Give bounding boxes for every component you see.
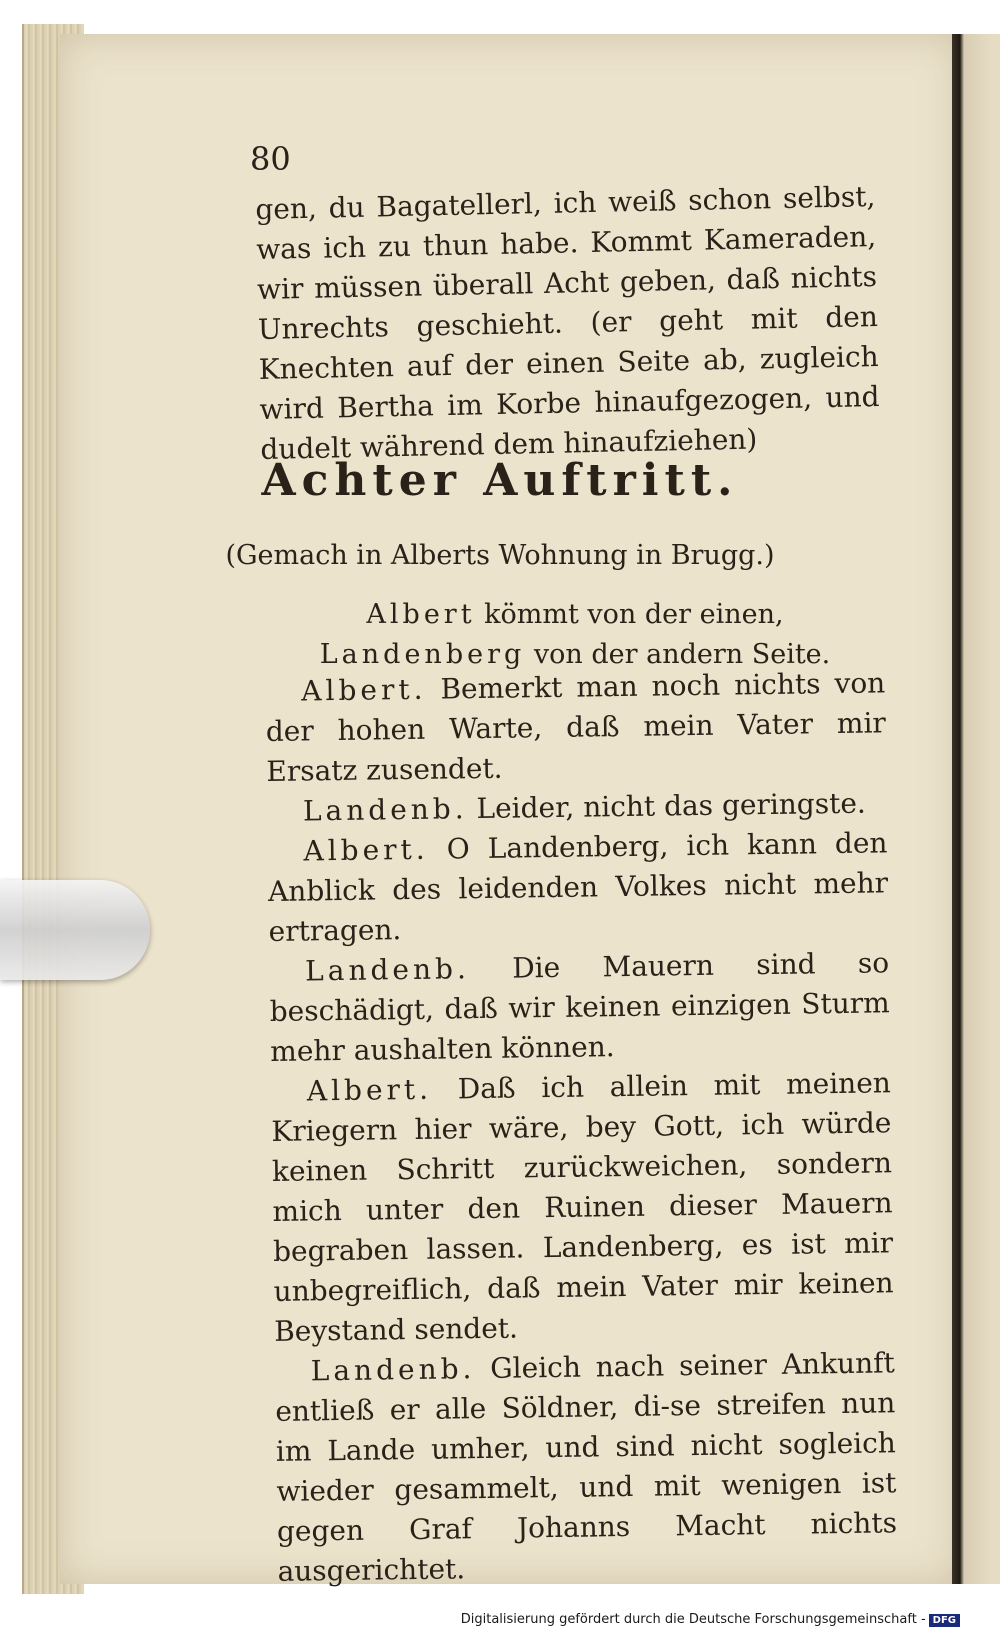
dialogue-speaker: Albert. xyxy=(303,832,429,868)
scene-location: (Gemach in Alberts Wohnung in Brugg.) xyxy=(225,540,775,571)
cast-end: von der andern Seite. xyxy=(525,639,831,670)
dialogue-block xyxy=(265,663,898,1592)
scene-heading: Achter Auftritt. xyxy=(261,455,739,506)
dialogue-line xyxy=(274,1343,897,1592)
cast-speaker-landenberg: Landenberg xyxy=(319,639,526,670)
dialogue-text: Daß ich allein mit meinen Kriegern hier wäre, bey Gott, ich würde keinen Schritt zurückweichen, sondern mich unter den Ruinen dieser Mauern begraben lassen. Landenberg, es ist mir unbegreiflich, daß mein Vater mir keinen Beystand sendet. xyxy=(271,1066,894,1348)
dialogue-text: Bemerkt man noch nichts von der hohen Warte, daß mein Vater mir Ersatz zusendet. xyxy=(265,666,887,788)
dialogue-text: Leider, nicht das geringste. xyxy=(467,786,867,826)
continuation-paragraph xyxy=(255,177,881,470)
page-gutter xyxy=(952,34,1000,1584)
dialogue-line xyxy=(271,1063,895,1352)
cast-middle: kömmt von der einen, xyxy=(475,599,784,630)
dialogue-text: O Landenberg, ich kann den Anblick des leidenden Volkes nicht mehr ertragen. xyxy=(267,826,889,948)
dialogue-speaker: Albert. xyxy=(306,1072,433,1108)
dialogue-text: Gleich nach seiner Ankunft entließ er alle Söldner, di-se streifen nun im Lande umher, und sind nicht sogleich wieder gesammelt, und mit wenigen ist gegen Graf Johanns Macht nichts ausgerichtet. xyxy=(275,1346,898,1588)
dialogue-text: Die Mauern sind so beschädigt, daß wir keinen einzigen Sturm mehr aushalten können. xyxy=(269,946,890,1068)
digitization-footer xyxy=(461,1612,960,1627)
dialogue-line xyxy=(265,663,887,792)
dfg-logo: DFG xyxy=(929,1614,960,1627)
dialogue-line xyxy=(267,823,889,952)
footer-text: Digitalisierung gefördert durch die Deutsche Forschungsgemeinschaft - xyxy=(460,1612,926,1627)
cast-speaker-albert: Albert xyxy=(366,599,476,630)
dialogue-speaker: Landenb. xyxy=(302,792,468,828)
dialogue-speaker: Albert. xyxy=(301,672,427,708)
dialogue-line xyxy=(269,943,891,1072)
dialogue-speaker: Landenb. xyxy=(310,1352,476,1388)
page-number: 80 xyxy=(250,140,291,178)
continuation-text: gen, du Bagatellerl, ich weiß schon selbst, was ich zu thun habe. Kommt Kameraden, wir müssen überall Acht geben, daß nichts Unrechts geschieht. (er geht mit den Knechten auf der einen Seite ab, zugleich wird Bertha im Korbe hinaufgezogen, und dudelt während dem hinaufziehen) xyxy=(255,180,880,466)
dialogue-speaker: Landenb. xyxy=(304,952,471,988)
cast-line xyxy=(270,595,880,675)
book-clip xyxy=(0,880,150,980)
